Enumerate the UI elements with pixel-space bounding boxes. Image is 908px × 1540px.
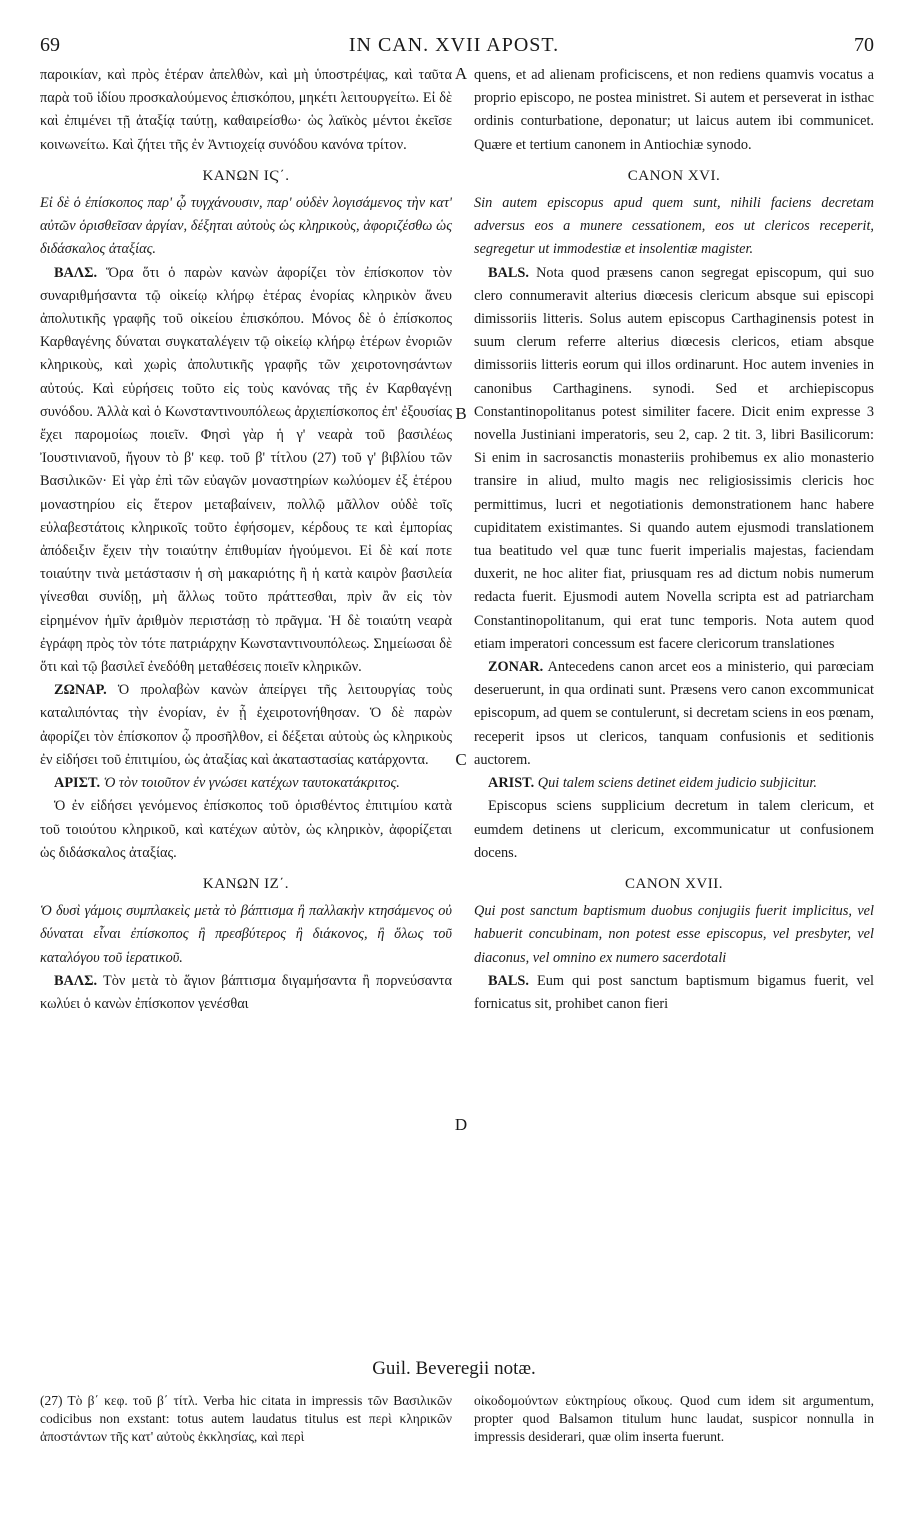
margin-marker-c: C: [455, 750, 467, 769]
left-page-number: 69: [40, 34, 60, 56]
greek-commentator-label: ΑΡΙΣΤ.: [54, 775, 101, 792]
right-page-number: 70: [854, 34, 874, 56]
greek-commentary: Ὅρα ὅτι ὁ παρὼν κανὼν ἀφορίζει τὸν ἐπίσκοπον τὸν συναριθμήσαντα τῷ οἰκείῳ κλήρῳ ἑτέρας ἐνορίας κληρικὸν ἄνευ ἀπολυτικῆς γραφῆς τοῦ οἰκείου ἐπισκόπου. Μόνος δὲ ὁ ἐπίσκοπος Καρθαγένης δύναται συγκαταλέγειν τῷ οἰκείῳ κλήρῳ ἑτέρων ἐνοριῶν κληρικοὺς, καὶ χωρὶς ἀπολυτικῆς γραφῆς τῶν χειροτονησάντων αὐτούς. Καὶ εὑρήσεις τοῦτο εἰς τοὺς κανόνας τῆς ἐν Καρθαγένῃ συνόδου. Ἀλλὰ καὶ ὁ Κωνσταντινουπόλεως ἀρχιεπίσκοπος ἐπ' ἐξουσίας ἔχει παρομοίως ποιεῖν. Φησὶ γὰρ ἡ γ' νεαρὰ τοῦ βασιλέως Ἰουστινιανοῦ, ἤγουν τὸ β' κεφ. τοῦ β' τίτλου (27) τοῦ γ' βιβλίου τῶν Βασιλικῶν· Εἰ γὰρ ἐπὶ τῶν εὐαγῶν μοναστηρίων κωλύομεν ἐξ ἑτέρου μοναστηρίου εἰς ἕτερον μεταβαίνειν, πολλῷ μᾶλλον οὐδὲ τοῖς εὐλαβεστάτοις κληρικοῖς τοῦτο ἐφήσομεν, κέρδους τε καὶ ἐμπορίας ἀπόδειξιν ἔχειν τὴν τοιαύτην ἐπιθυμίαν ἡγούμενοι. Εἰ δὲ καί ποτε τοιαύτην τινὰ μετάστασιν ἡ σὴ μακαριότης ἢ ἡ κατὰ καιρὸν βασιλεία γίνεσθαι συνίδῃ, μὴ ἄλλως τοῦτο πράττεσθαι, πρὶν ἂν εἰς τὸν εἰρημένον ἡμῖν ἀριθμὸν περιστάσῃ τὸ πρᾶγμα. Ἡ δὲ τοιαύτη νεαρὰ ἐγράφη πρὸς τὸν τότε πατριάρχην Κωνσταντινουπόλεως. Σημείωσαι δὲ ὅτι καὶ τῷ βασιλεῖ ἐνεδόθη μεταθέσεις ποιεῖν κληρικῶν.: [40, 264, 452, 676]
greek-commentator-label: ΖΩΝΑΡ.: [54, 682, 107, 699]
latin-synopsis: Qui talem sciens detinet eidem judicio subjicitur.: [537, 775, 817, 792]
latin-column: [474, 64, 874, 1016]
notes-title: Guil. Beveregii notæ.: [372, 1358, 536, 1379]
margin-marker-b: B: [455, 404, 467, 423]
latin-commentary: Eum qui post sanctum baptismum bigamus fuerit, vel fornicatus sit, prohibet canon fieri: [474, 972, 874, 1012]
footnote-right: [474, 1392, 874, 1446]
greek-commentator-label: ΒΑΛΣ.: [54, 972, 98, 989]
latin-commentary: Episcopus sciens supplicium decretum in talem clericum, et eumdem detinens ut clericum, excommunicatur ut confusionem docens.: [474, 798, 874, 861]
footnote-left: [40, 1392, 452, 1446]
latin-canon-16-text: Sin autem episcopus apud quem sunt, nihili faciens decretam adversus eos a munere cessationem, eos ut clericos receperit, segregetur ut immodestiæ et insolentiæ magister.: [474, 195, 874, 258]
greek-canon-16-heading: ΚΑΝΩΝ ΙϚ΄.: [202, 167, 290, 184]
greek-commentary: Τὸν μετὰ τὸ ἅγιον βάπτισμα διγαμήσαντα ἢ πορνεύσαντα κωλύει ὁ κανὼν ἐπίσκοπον γενέσθαι: [40, 972, 452, 1012]
greek-synopsis: Ὁ τὸν τοιοῦτον ἐν γνώσει κατέχων ταυτοκατάκριτος.: [103, 775, 400, 792]
greek-canon-17-text: Ὁ δυσὶ γάμοις συμπλακεὶς μετὰ τὸ βάπτισμα ἢ παλλακὴν κτησάμενος οὐ δύναται εἶναι ἐπίσκοπος ἢ πρεσβύτερος ἢ διάκονος, ἢ ὅλως τοῦ καταλόγου τοῦ ἱερατικοῦ.: [40, 903, 452, 966]
footnote-text: (27) Τὸ β΄ κεφ. τοῦ β΄ τίτλ. Verba hic citata in impressis τῶν Βασιλικῶν codicibus non exstant: totus autem laudatus titulus est περὶ κληρικῶν ἀποστάντων τῆς κατ' αὐτοὺς ἐκκλησίας, καὶ περὶ: [40, 1393, 452, 1444]
latin-paragraph: quens, et ad alienam proficiscens, et non rediens quamvis vocatus a proprio episcopo, ne postea ministret. Si autem et perseverat in isthac ordinis conturbatione, deponatur; ut laicus autem ibi communicet. Quære et tertium canonem in Antiochiæ synodo.: [474, 67, 874, 153]
margin-marker-d: D: [454, 1115, 468, 1134]
latin-canon-17-heading: CANON XVII.: [625, 875, 723, 892]
greek-commentary: Ὁ ἐν εἰδήσει γενόμενος ἐπίσκοπος τοῦ ὁρισθέντος ἐπιτιμίου κατὰ τοῦ τοιούτου κληρικοῦ, καὶ κατέχων αὐτὸν, ὡς κληρικὸν, ἀφορίζεται ὡς διδάσκαλος ἀταξίας.: [40, 798, 452, 861]
greek-canon-17-heading: ΚΑΝΩΝ ΙΖ΄.: [202, 875, 290, 892]
latin-commentary: Nota quod præsens canon segregat episcopum, qui suo clero connumeravit alterius diœcesis clericum absque sui episcopi dimissoriis litteris. Solus autem episcopus Carthaginensis potest in suum clerum referre alterius diœcesis clericos, etiam absque dimissoriis litteris eorum qui illos ordinarunt. Hoc autem invenies in canonibus Carthaginens. synodi. Sed et archiepiscopus Constantinopolitanus potest similiter facere. Dicit enim expresse 3 novella Justiniani imperatoris, seu 2, cap. 2 tit. 3, libri Basilicorum: Si enim in sacrosanctis monasteriis prohibemus ex alio monasterio transire in aliud, multo magis nec religiosissimis clericis hoc permittimus, lucri et negotiationis demonstrationem hanc habere cupiditatem existimantes. Si quando autem ejusmodi translationem tua beatitudo vel quæ tunc fuerit imperialis majestas, faciendam duxerit, ne hoc aliter fiat, priusquam res ad dictum nobis numerum redacta fuerit. Ejusmodi autem Novella scripta est ad patriarcham Constantinopolitanum, qui erat tunc temporis. Nota autem quod etiam imperatori concessum est facere clericorum translationes: [474, 264, 874, 652]
latin-commentator-label: BALS.: [488, 264, 529, 281]
latin-commentator-label: ZONAR.: [488, 659, 544, 676]
latin-commentary: Antecedens canon arcet eos a ministerio, qui parœciam deseruerunt, in qua ordinati sunt. Præsens vero canon excommunicat episcopum, ad quem se contulerunt, si decretam sciens in eos pœnam, receperit ipsos ut clericos, tanquam confusionis et seditionis auctorem.: [474, 659, 874, 768]
latin-commentator-label: BALS.: [488, 972, 529, 989]
greek-paragraph: παροικίαν, καὶ πρὸς ἑτέραν ἀπελθὼν, καὶ μὴ ὑποστρέψας, καὶ ταῦτα παρὰ τοῦ ἰδίου προσκαλούμενος ἐπισκόπου, μηκέτι λειτουργείτω. Εἰ δὲ καὶ ἐπιμένει τῇ ἀταξίᾳ ταύτῃ, καθαιρείσθω· ὡς λαϊκὸς μέντοι ἐκεῖσε κοινωνείτω. Καὶ ζήτει τῆς ἐν Ἀντιοχείᾳ συνόδου κανόνα τρίτον.: [40, 67, 452, 153]
greek-column: [40, 64, 452, 1016]
margin-marker-a: A: [454, 64, 468, 83]
latin-canon-16-heading: CANON XVI.: [627, 167, 721, 184]
greek-commentator-label: ΒΑΛΣ.: [54, 264, 98, 281]
latin-commentator-label: ARIST.: [488, 775, 535, 792]
latin-canon-17-text: Qui post sanctum baptismum duobus conjugiis fuerit implicitus, vel habuerit concubinam, non potest esse episcopus, vel presbyter, vel diaconus, vel omnino ex numero sacerdotali: [474, 903, 874, 966]
running-title: IN CAN. XVII APOST.: [348, 34, 560, 56]
greek-canon-16-text: Εἰ δὲ ὁ ἐπίσκοπος παρ' ᾧ τυγχάνουσιν, παρ' οὐδὲν λογισάμενος τὴν κατ' αὐτῶν ὁρισθεῖσαν ἀργίαν, δέξηται αὐτοὺς ὡς κληρικοὺς, ἀφοριζέσθω ὡς διδάσκαλος ἀταξίας.: [40, 195, 452, 258]
footnote-text: οἰκοδομούντων εὐκτηρίους οἴκους. Quod cum idem sit argumentum, propter quod Balsamon titulum hunc laudat, suspicor nonnulla in impressis desiderari, quæ olim inserta fuerunt.: [474, 1393, 874, 1444]
greek-commentary: Ὁ προλαβὼν κανὼν ἀπείργει τῆς λειτουργίας τοὺς καταλιπόντας τὴν ἐνορίαν, ἐν ᾗ ἐχειροτονήθησαν. Ὁ δὲ παρὼν ἀφορίζει τὸν ἐπίσκοπον ᾧ προσῆλθον, εἰ δέξεται αὐτοὺς ὡς κληρικοὺς ἐν εἰδήσει τοῦ ἐπιτιμίου, ὡς ἀταξίας καὶ ἀκαταστασίας κατάρχοντα.: [40, 682, 452, 768]
